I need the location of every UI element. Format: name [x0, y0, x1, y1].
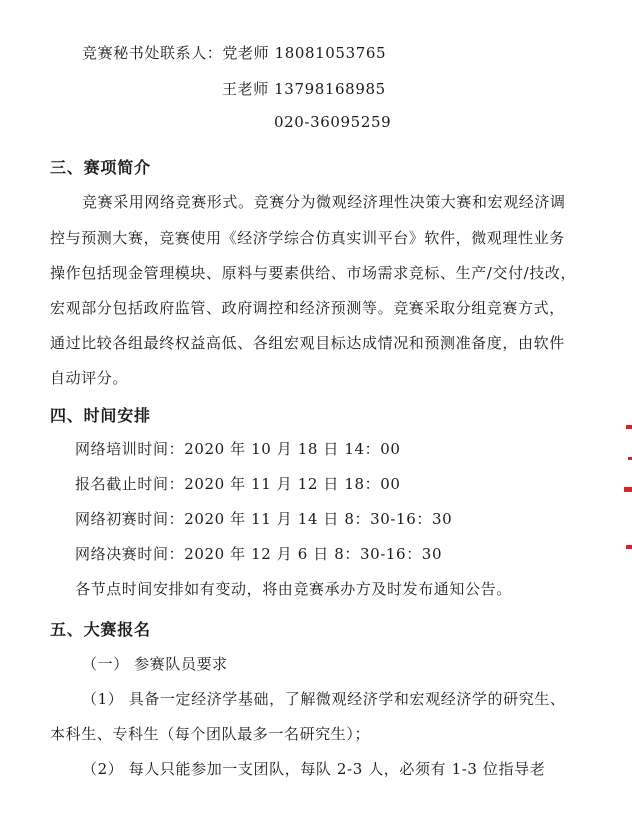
requirement-1-line-2: 本科生、专科生（每个团队最多一名研究生）；	[50, 725, 371, 743]
seal-edge-mark	[624, 487, 632, 492]
requirement-2-line-1: （2） 每人只能参加一支团队，每队 2-3 人，必须有 1-3 位指导老	[82, 760, 546, 778]
requirements-subheading: （一） 参赛队员要求	[82, 655, 228, 673]
schedule-final: 网络决赛时间：2020 年 12 月 6 日 8：30-16：30	[75, 545, 443, 563]
section-3-line-6: 自动评分。	[50, 369, 129, 387]
section-5-heading: 五、大赛报名	[50, 620, 151, 639]
section-3-line-2: 控与预测大赛，竞赛使用《经济学综合仿真实训平台》软件，微观理性业务	[50, 229, 565, 247]
section-3-line-1: 竞赛采用网络竞赛形式。竞赛分为微观经济理性决策大赛和宏观经济调	[82, 193, 566, 211]
schedule-preliminary: 网络初赛时间：2020 年 11 月 14 日 8：30-16：30	[75, 510, 453, 528]
schedule-registration-deadline: 报名截止时间：2020 年 11 月 12 日 18：00	[75, 475, 401, 493]
contact-line-2: 王老师 13798168985	[222, 80, 386, 98]
section-3-line-5: 通过比较各组最终权益高低、各组宏观目标达成情况和预测准备度，由软件	[50, 334, 565, 352]
section-4-heading: 四、时间安排	[50, 406, 151, 425]
seal-edge-mark	[628, 457, 632, 460]
section-3-line-4: 宏观部分包括政府监管、政府调控和经济预测等。竞赛采取分组竞赛方式，	[50, 299, 565, 317]
section-3-line-3: 操作包括现金管理模块、原料与要素供给、市场需求竞标、生产/交付/技改，	[50, 264, 577, 282]
schedule-training: 网络培训时间：2020 年 10 月 18 日 14：00	[75, 440, 401, 458]
section-3-heading: 三、赛项简介	[50, 158, 151, 177]
seal-edge-mark	[626, 425, 632, 429]
requirement-1-line-1: （1） 具备一定经济学基础，了解微观经济学和宏观经济学的研究生、	[82, 690, 566, 708]
contact-line-3: 020-36095259	[274, 113, 392, 131]
schedule-note: 各节点时间安排如有变动，将由竞赛承办方及时发布通知公告。	[75, 580, 512, 598]
seal-edge-mark	[626, 545, 632, 549]
contact-line-1: 竞赛秘书处联系人：党老师 18081053765	[82, 44, 387, 62]
